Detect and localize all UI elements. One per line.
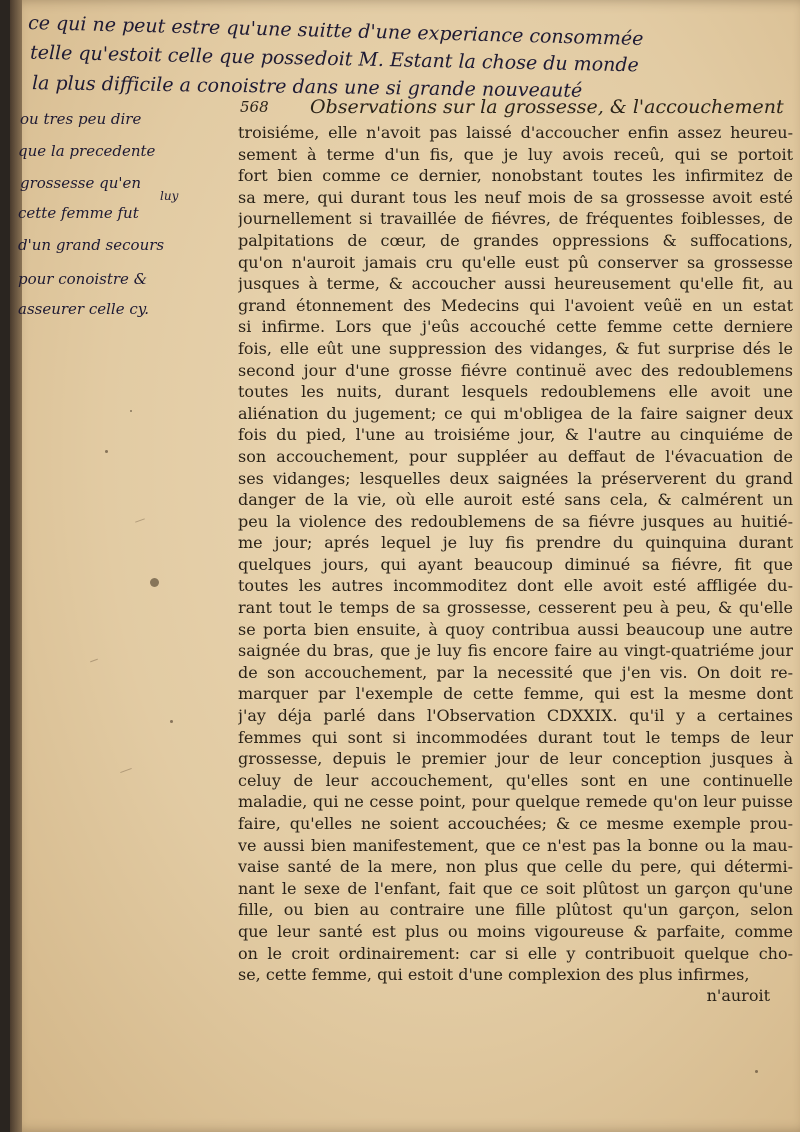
text-line: faire, qu'elles ne soient accouchées; & ce mesme exemple prou-	[238, 814, 793, 833]
text-line: aliénation du jugement; ce qui m'obligea de la faire saigner deux	[238, 403, 793, 423]
text-line: nant le sexe de l'enfant, fait que ce soit plûtost un garçon qu'une	[238, 878, 793, 898]
text-line: de son accouchement, par la necessité que j'en vis. On doit re-	[238, 662, 793, 682]
text-line: grossesse, depuis le premier jour de leur conception jusques à	[238, 749, 793, 769]
text-line: sa mere, qui durant tous les neuf mois de sa grossesse avoit esté	[238, 187, 793, 207]
text-line: fort bien comme ce dernier, nonobstant toutes les infirmitez de	[238, 166, 793, 186]
text-line: rant tout le temps de sa grossesse, cesserent peu à peu, & qu'elle	[238, 598, 793, 618]
ink-speck	[755, 1070, 758, 1073]
text-line: second jour d'une grosse fiévre continuë avec des redoublemens	[238, 360, 793, 380]
paper-mark	[120, 768, 132, 773]
ink-speck	[170, 720, 173, 723]
ink-speck	[105, 450, 108, 453]
text-line: journellement si travaillée de fiévres, de fréquentes foiblesses, de	[238, 209, 793, 229]
running-title: Observations sur la grossesse, & l'accouchement	[310, 96, 784, 118]
text-line: sement à terme d'un fis, que je luy avois receû, qui se portoit	[238, 144, 793, 164]
text-line: danger de la vie, où elle auroit esté sans cela, & calmérent un	[238, 490, 793, 510]
handwritten-line: ce qui ne peut estre qu'une suitte d'une experiance consommée	[27, 11, 644, 51]
body-text	[238, 122, 793, 986]
text-line: peu la violence des redoublemens de sa fiévre jusques au huitié-	[238, 511, 793, 531]
text-line: j'ay déja parlé dans l'Observation CDXXIX. qu'il y a certaines	[238, 706, 793, 726]
text-line: fille, ou bien au contraire une fille plûtost qu'un garçon, selon	[238, 900, 793, 920]
text-line: vaise santé de la mere, non plus que celle du pere, qui détermi-	[238, 857, 793, 877]
handwritten-line: que la precedente	[18, 142, 156, 160]
page-number: 568	[240, 98, 269, 116]
ink-blot	[150, 578, 159, 587]
handwritten-line: asseurer celle cy.	[18, 300, 150, 318]
handwritten-line: grossesse qu'en	[20, 174, 142, 192]
handwritten-line: d'un grand secours	[18, 236, 165, 254]
binding-gutter	[10, 0, 22, 1132]
running-head	[240, 96, 784, 124]
text-line: ses vidanges; lesquelles deux saignées la préserverent du grand	[238, 468, 793, 488]
paper-mark	[135, 518, 145, 522]
handwritten-line: la plus difficile a conoistre dans une si grande nouveauté	[31, 72, 583, 102]
text-line: saignée du bras, que je luy fis encore faire au vingt-quatriéme jour	[238, 641, 793, 661]
text-line: palpitations de cœur, de grandes oppressions & suffocations,	[238, 230, 793, 250]
catchword: n'auroit	[706, 986, 770, 1005]
paper-mark	[90, 659, 98, 663]
ink-speck	[130, 410, 132, 412]
handwritten-line: cette femme fut	[18, 204, 139, 222]
text-line: maladie, qui ne cesse point, pour quelque remede qu'on leur puisse	[238, 792, 793, 812]
text-line: troisiéme, elle n'avoit pas laissé d'accoucher enfin assez heureu-	[238, 123, 793, 142]
text-line: me jour; aprés lequel je luy fis prendre du quinquina durant	[238, 533, 793, 553]
handwritten-line: pour conoistre &	[18, 270, 148, 288]
text-line: jusques à terme, & accoucher aussi heureusement qu'elle fit, au	[238, 274, 793, 294]
book-page	[10, 0, 800, 1132]
text-line: marquer par l'exemple de cette femme, qui est la mesme dont	[238, 684, 793, 704]
text-line: si infirme. Lors que j'eûs accouché cette femme cette derniere	[238, 317, 793, 337]
text-line: quelques jours, qui ayant beaucoup diminué sa fiévre, fit que	[238, 554, 793, 574]
text-line: fois, elle eût une suppression des vidanges, & fut surprise dés le	[238, 338, 793, 358]
text-line: toutes les autres incommoditez dont elle avoit esté affligée du-	[238, 576, 793, 596]
text-line: celuy de leur accouchement, qu'elles sont en une continuelle	[238, 770, 793, 790]
text-line: se porta bien ensuite, à quoy contribua aussi beaucoup une autre	[238, 619, 793, 639]
handwritten-line: ou tres peu dire	[20, 110, 142, 128]
text-line: toutes les nuits, durant lesquels redoublemens elle avoit une	[238, 382, 793, 402]
text-line: que leur santé est plus ou moins vigoureuse & parfaite, comme	[238, 921, 793, 941]
text-line: on le croit ordinairement: car si elle y contribuoit quelque cho-	[238, 943, 793, 963]
text-line: se, cette femme, qui estoit d'une complexion des plus infirmes,	[238, 965, 750, 985]
text-line: fois du pied, l'une au troisiéme jour, & l'autre au cinquiéme de	[238, 425, 793, 445]
text-line: son accouchement, pour suppléer au deffaut de l'évacuation de	[238, 446, 793, 466]
text-line: qu'on n'auroit jamais cru qu'elle eust pû conserver sa grossesse	[238, 252, 793, 272]
text-line: grand étonnement des Medecins qui l'avoient veûë en un estat	[238, 295, 793, 315]
text-line: femmes qui sont si incommodées durant tout le temps de leur	[238, 727, 793, 747]
handwritten-line: telle qu'estoit celle que possedoit M. Estant la chose du monde	[29, 41, 640, 77]
handwritten-line: luy	[160, 189, 179, 203]
text-line: ve aussi bien manifestement, que ce n'est pas la bonne ou la mau-	[238, 835, 793, 855]
